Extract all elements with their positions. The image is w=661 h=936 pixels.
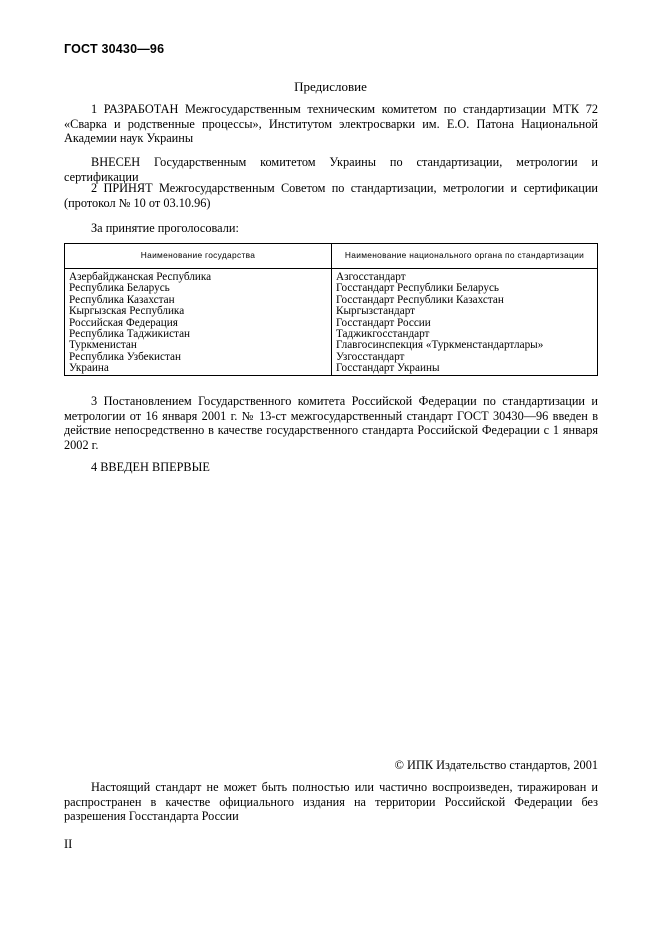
paragraph-voted: За принятие проголосовали: [91, 221, 239, 235]
body-cell: Госстандарт Украины [336, 362, 440, 375]
document-code: ГОСТ 30430—96 [64, 42, 165, 56]
preface-heading: Предисловие [294, 79, 367, 94]
column-header-body: Наименование национального органа по стандартизации [332, 244, 598, 269]
state-cell: Украина [65, 363, 332, 375]
body-cell: Азгосстандарт [336, 271, 406, 283]
state-cell: Республика Казахстан [65, 295, 332, 306]
table-row [65, 306, 598, 317]
state-cell: Республика Беларусь [65, 283, 332, 294]
state-cell: Республика Узбекистан [65, 352, 332, 363]
body-cell: Главгосинспекция «Туркменстандартлары» [336, 339, 544, 352]
paragraph-first-introduced: 4 ВВЕДЕН ВПЕРВЫЕ [91, 460, 210, 474]
body-cell: Кыргызстандарт [336, 305, 416, 318]
table-header-row [65, 244, 598, 269]
body-cell: Таджикгосстандарт [336, 328, 430, 341]
paragraph-resolution: 3 Постановлением Государственного комитета Российской Федерации по стандартизации и метрологии от 16 января 2001 г. № 13-ст межгосударственный стандарт ГОСТ 30430—96 введен в действие непосредственно в качестве государственного стандарта Российской Федерации с 1 января 2002 г. [64, 394, 598, 452]
table-row [65, 269, 598, 284]
state-cell: Российская Федерация [65, 318, 332, 329]
body-cell: Узгосстандарт [336, 350, 405, 363]
body-cell: Госстандарт Республики Беларусь [336, 282, 500, 295]
state-cell: Кыргызская Республика [65, 306, 332, 317]
state-cell: Азербайджанская Республика [65, 269, 332, 284]
table-row [65, 352, 598, 363]
body-cell: Госстандарт России [336, 316, 431, 329]
body-cell: Госстандарт Республики Казахстан [336, 293, 504, 306]
paragraph-developed: 1 РАЗРАБОТАН Межгосударственным техническим комитетом по стандартизации МТК 72 «Сварка и родственные процессы», Институтом электросварки им. Е.О. Патона Национальной Академии наук Украины [64, 102, 598, 145]
paragraph-adopted: 2 ПРИНЯТ Межгосударственным Советом по стандартизации, метрологии и сертификации (протокол № 10 от 03.10.96) [64, 181, 598, 210]
state-cell: Туркменистан [65, 340, 332, 351]
column-header-state: Наименование государства [65, 244, 332, 269]
copyright-notice: © ИПК Издательство стандартов, 2001 [394, 758, 598, 772]
table-row [65, 363, 598, 375]
paragraph-reproduction-notice: Настоящий стандарт не может быть полностью или частично воспроизведен, тиражирован и распространен в качестве официального издания на территории Российской Федерации без разрешения Госстандарта России [64, 780, 598, 823]
state-cell: Республика Таджикистан [65, 329, 332, 340]
voting-table [64, 243, 598, 376]
page-number: II [64, 837, 73, 851]
paragraph-introduced: ВНЕСЕН Государственным комитетом Украины по стандартизации, метрологии и сертификации [64, 155, 598, 184]
